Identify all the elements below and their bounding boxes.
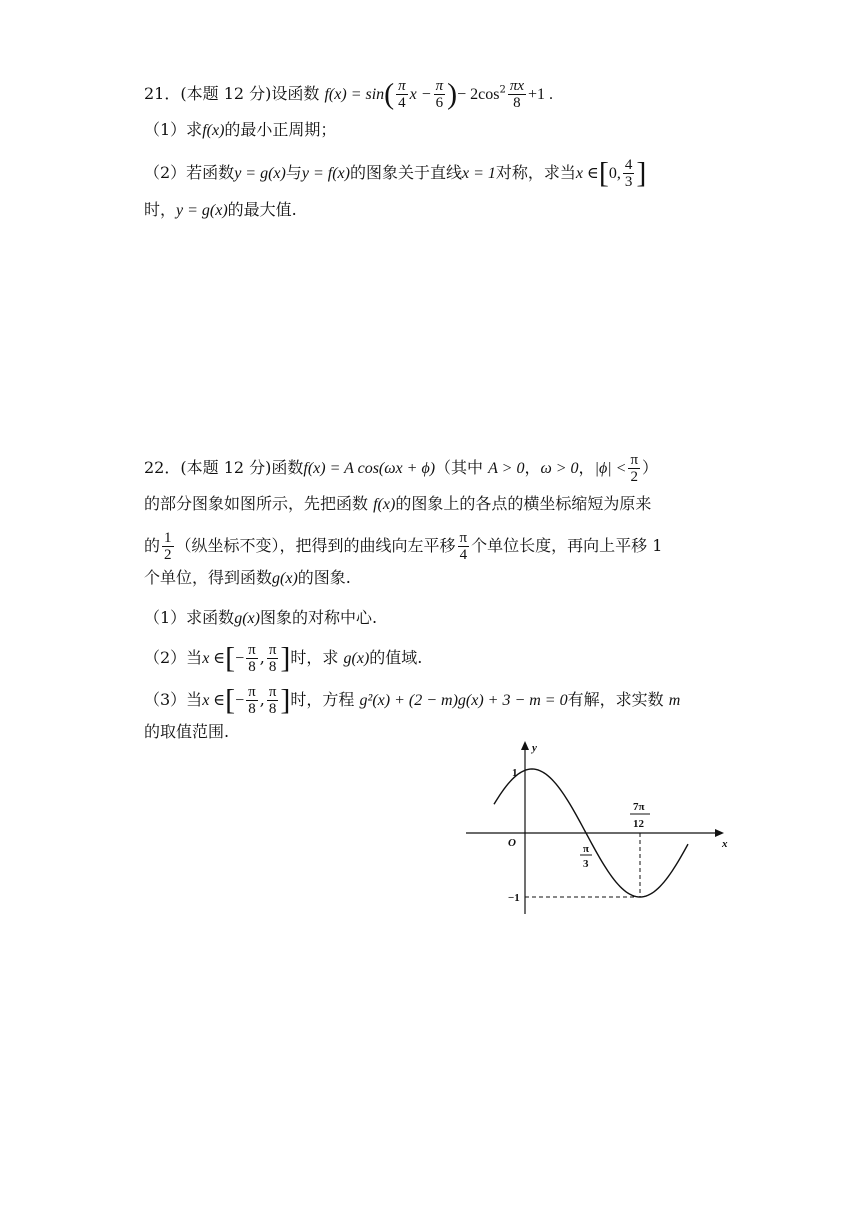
x-axis-arrow (715, 829, 724, 837)
q21-header: 21．(本题 12 分)设函数 (144, 84, 320, 103)
q21-part-2-cont: 时，y = g(x)的最大值. (144, 200, 297, 219)
cosine-graph (466, 736, 736, 916)
q22-sub-2: （2）当x ∈[− $\frac{\pi}{8}$ , $\frac{\pi}{8}$ ]时，求 g(x)的值域. (144, 641, 423, 675)
y-tick-min-label: −1 (508, 892, 520, 904)
y-axis-arrow (521, 741, 529, 750)
x-tick-zero-num: π (583, 843, 590, 855)
q22-line-4: 个单位，得到函数g(x)的图象. (144, 568, 351, 587)
q22-header: 22．(本题 12 分)函数 (144, 458, 304, 477)
q22-sub-3-cont: 的取值范围. (144, 722, 230, 741)
q21-part-1: （1）求f(x)的最小正周期； (144, 120, 337, 139)
y-tick-max-label: 1 (512, 767, 518, 779)
x-tick-zero-den: 3 (583, 858, 589, 870)
origin-label: O (508, 837, 516, 849)
q22-line-2: 的部分图象如图所示，先把函数 f(x)的图象上的各点的横坐标缩短为原来 (144, 494, 652, 513)
q21-frac-b: $\frac{\pi}{6}$ (435, 78, 444, 111)
q21-frac-a: $\frac{\pi}{4}$ (398, 78, 406, 111)
x-axis-label: x (722, 838, 728, 850)
q22-line-3: 的 $\frac{1}{2}$ （纵坐标不变），把得到的曲线向左平移 $\frac{\pi}{4}$ 个单位长度，再向上平移 1 (144, 530, 663, 563)
q22-sub-3: （3）当x ∈[− $\frac{\pi}{8}$ , $\frac{\pi}{8}$ ]时，方程 g²(x) + (2 − m)g(x) + 3 − m = 0有解，求实数 m (144, 683, 681, 717)
x-tick-min-num: 7π (633, 801, 645, 813)
y-axis-label: y (532, 742, 537, 754)
q22-sub-1: （1）求函数g(x)图象的对称中心. (144, 608, 378, 627)
q21-f-def: f(x) = sin (324, 86, 385, 103)
q21-part-2: （2）若函数y = g(x)与y = f(x)的图象关于直线x = 1对称，求当x ∈[0, $\frac{4}{3}$ ] (144, 156, 647, 190)
q22-line-1: 22．(本题 12 分)函数f(x) = A cos(ωx + ϕ)（其中 A > 0，ω > 0，|ϕ| < $\frac{\pi}{2}$ ） (144, 452, 659, 485)
x-tick-min-den: 12 (633, 818, 644, 830)
q21-line-1: 21．(本题 12 分)设函数 f(x) = sin( $\frac{\pi}{4}$ x − $\frac{\pi}{6}$ )− $2\cos^2$ $\frac{\pi x}{8}$ +1 . (144, 77, 554, 111)
q21-frac-c: $\frac{\pi x}{8}$ (509, 78, 525, 111)
